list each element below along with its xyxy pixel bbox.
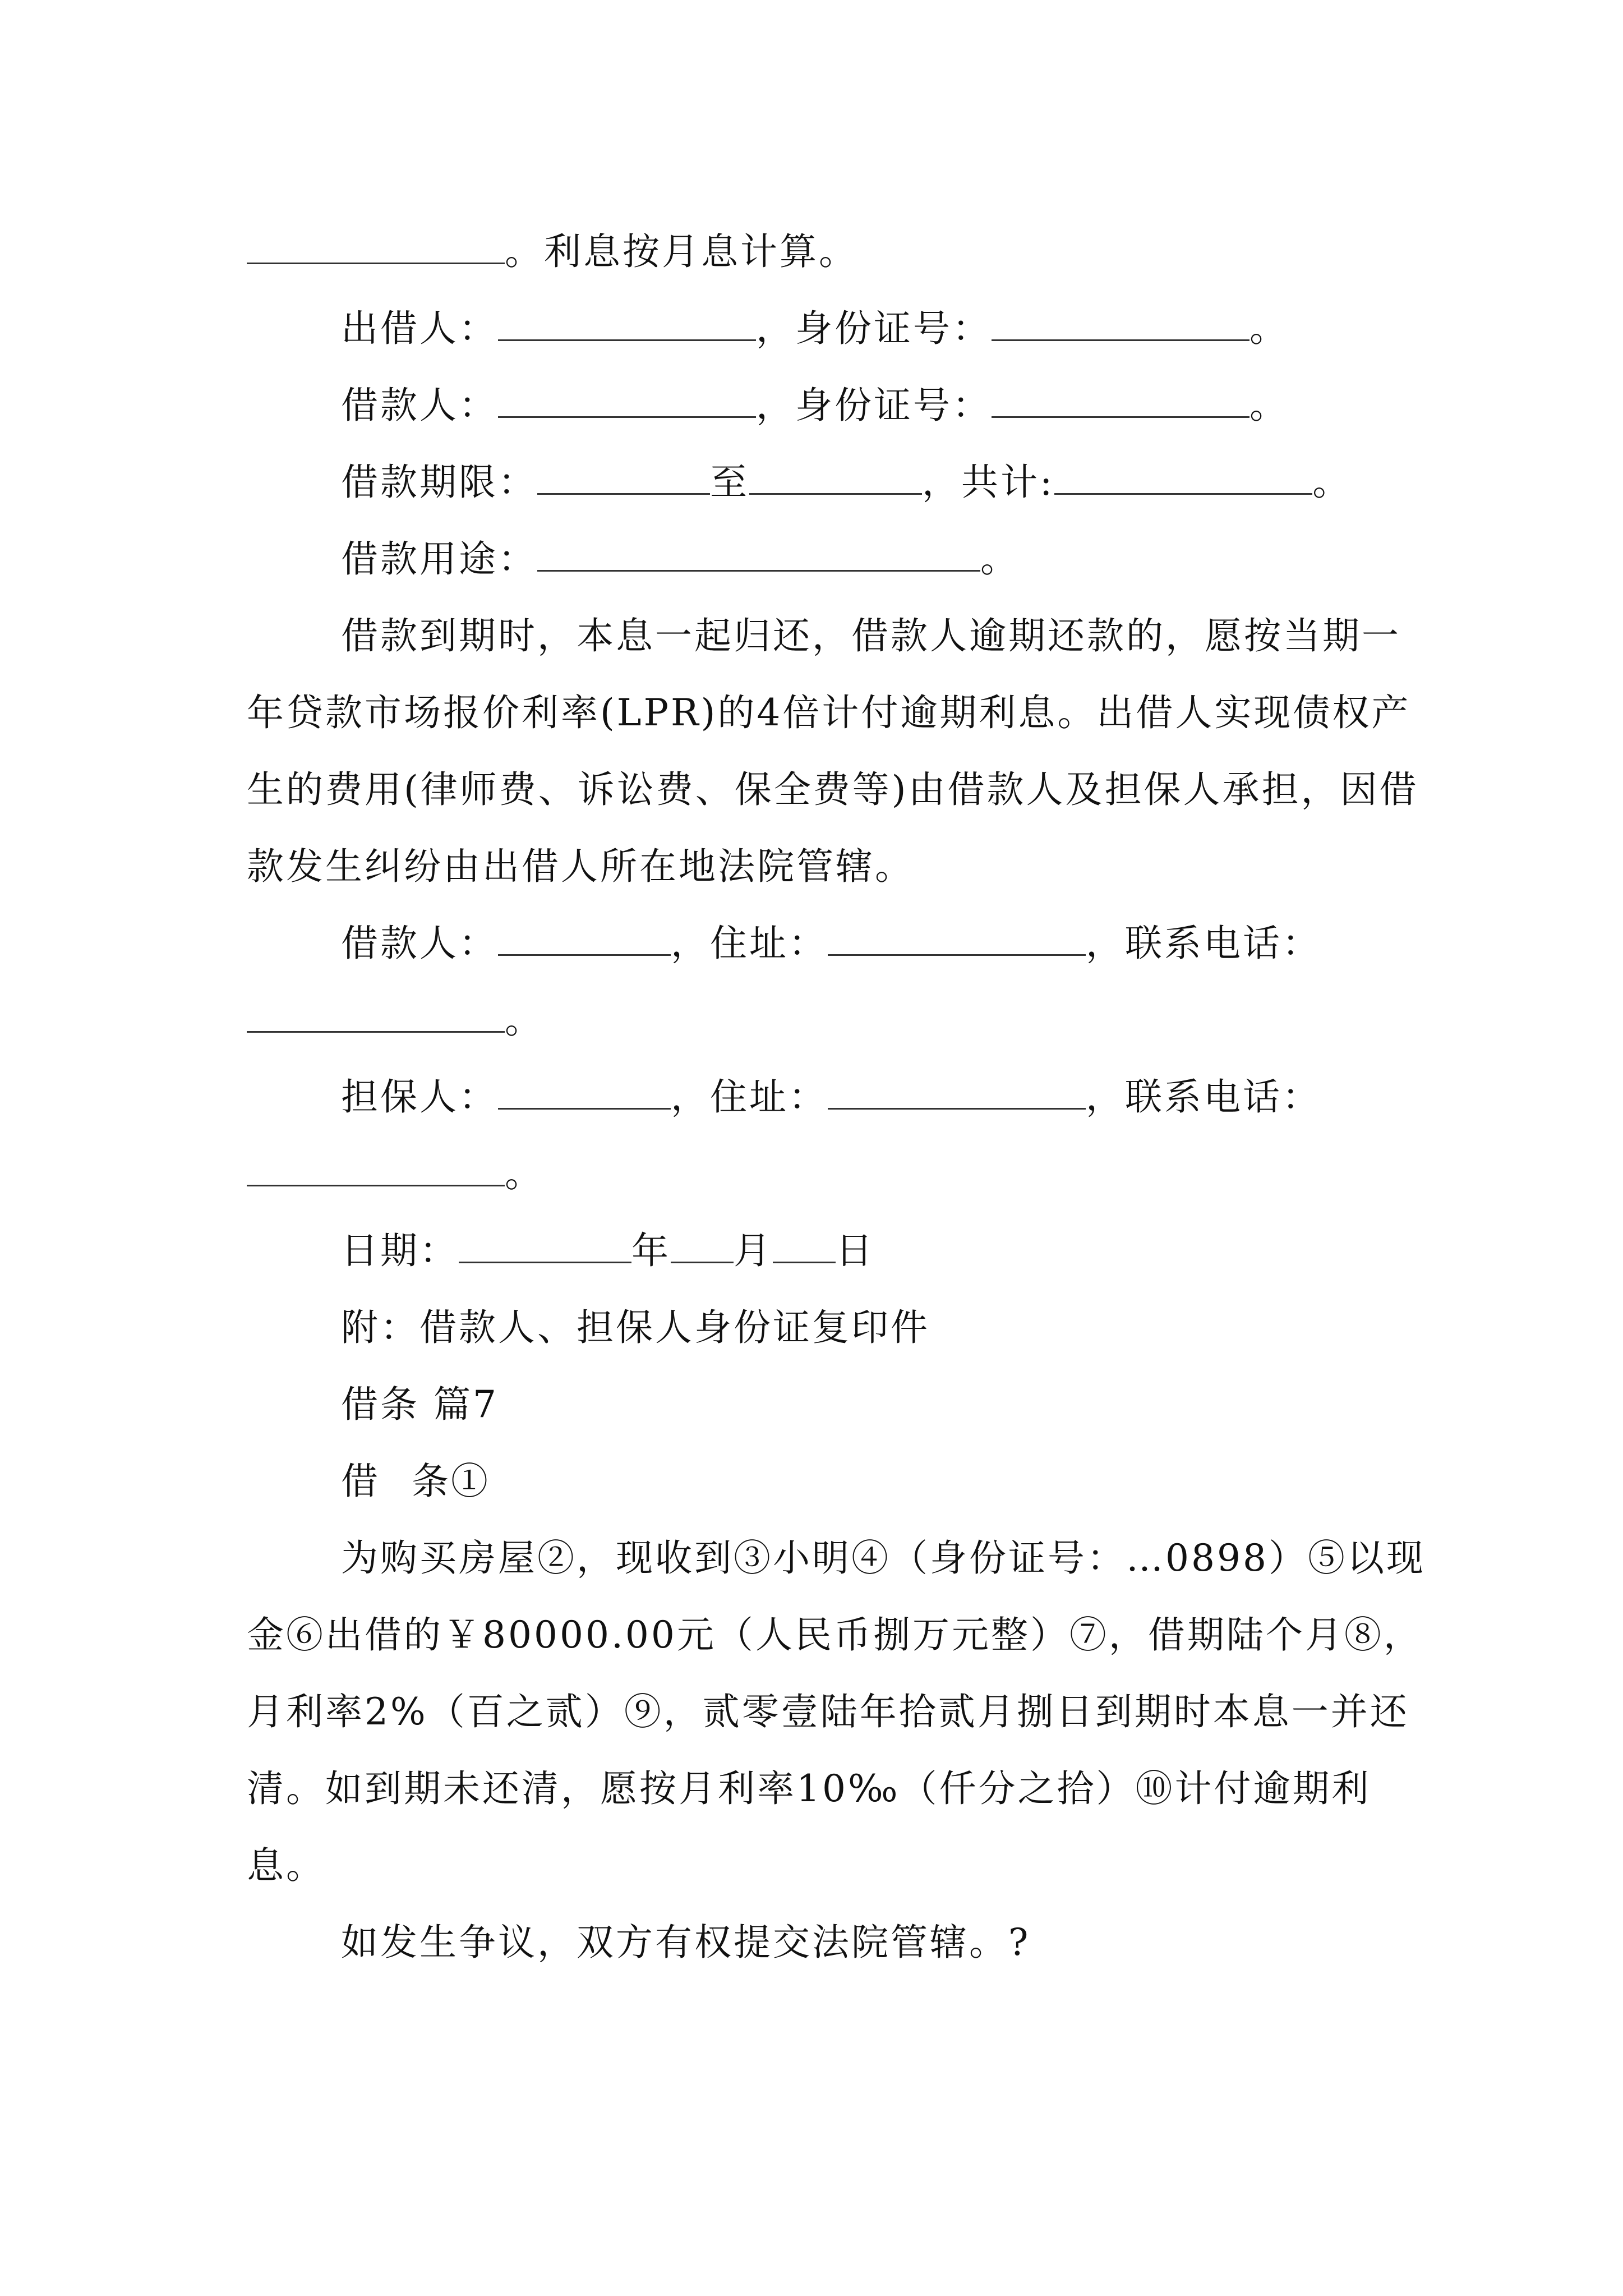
term-line — [247, 444, 1436, 521]
borrower-phone-blank — [247, 999, 505, 1033]
borrower-contact-line — [247, 905, 1436, 1059]
day-blank — [773, 1229, 836, 1263]
date-line — [247, 1212, 1436, 1289]
term-label: 借款期限： — [341, 461, 537, 504]
purpose-blank — [537, 537, 980, 572]
month-label: 月 — [734, 1229, 773, 1272]
term-total-blank — [1054, 461, 1312, 495]
lender-name-blank — [498, 307, 756, 341]
iou-title-char1: 借 — [341, 1460, 380, 1503]
iou-body: 为购买房屋②，现收到③小明④（身份证号：…0898）⑤以现金⑥出借的￥80000.00元（人民币捌万元整）⑦，借期陆个月⑧，月利率2%（百之贰）⑨，贰零壹陆年拾贰月捌日到期时本息一并还清。如到期未还清，愿按月利率10‰（仟分之拾）⑩计付逾期利息。 — [247, 1536, 1426, 1887]
guarantor-contact-end: 。 — [505, 1152, 544, 1195]
purpose-end: 。 — [980, 537, 1020, 581]
guarantor-phone-blank — [247, 1152, 505, 1186]
document-content — [247, 213, 1436, 1981]
year-blank — [459, 1229, 631, 1263]
date-label: 日期： — [341, 1229, 459, 1272]
attachment-note: 附：借款人、担保人身份证复印件 — [341, 1306, 930, 1349]
guarantor-phone-label: ，联系电话： — [1086, 1075, 1321, 1119]
borrower-id-blank — [992, 384, 1249, 418]
term-start-blank — [537, 461, 710, 495]
lender-end: 。 — [1249, 307, 1289, 350]
borrower-end: 。 — [1249, 384, 1289, 427]
borrower-line — [247, 367, 1436, 444]
guarantor-label: 担保人： — [341, 1075, 498, 1119]
dispute-clause: 如发生争议，双方有权提交法院管辖。? — [341, 1921, 1031, 1964]
lender-id-label: ，身份证号： — [756, 307, 992, 350]
borrower-phone-label: ，联系电话： — [1086, 922, 1321, 965]
guarantor-address-label: ，住址： — [671, 1075, 828, 1119]
borrower-contact-name-blank — [498, 922, 671, 956]
term-to: 至 — [710, 461, 749, 504]
lender-line — [247, 290, 1436, 367]
borrower-name-blank — [498, 384, 756, 418]
year-label: 年 — [631, 1229, 671, 1272]
term-total-label: ，共计: — [922, 461, 1055, 504]
month-blank — [671, 1229, 734, 1263]
purpose-label: 借款用途： — [341, 537, 537, 581]
interest-line — [247, 213, 1436, 290]
borrower-address-label: ，住址： — [671, 922, 828, 965]
guarantor-address-blank — [828, 1075, 1086, 1110]
borrower-contact-label: 借款人： — [341, 922, 498, 965]
term-end: 。 — [1312, 461, 1352, 504]
borrower-contact-end: 。 — [505, 999, 544, 1042]
blank-field — [247, 230, 505, 264]
lender-label: 出借人： — [341, 307, 498, 350]
iou-title — [247, 1443, 1436, 1520]
lender-id-blank — [992, 307, 1249, 341]
term-end-blank — [749, 461, 922, 495]
interest-text: 。利息按月息计算。 — [505, 230, 858, 273]
guarantor-name-blank — [498, 1075, 671, 1110]
borrower-label: 借款人： — [341, 384, 498, 427]
section-heading: 借条 篇7 — [341, 1383, 499, 1426]
terms-paragraph: 借款到期时，本息一起归还，借款人逾期还款的，愿按当期一年贷款市场报价利率(LPR)的4倍计付逾期利息。出借人实现债权产生的费用(律师费、诉讼费、保全费等)由借款人及担保人承担，因借款发生纠纷由出借人所在地法院管辖。 — [247, 614, 1419, 888]
borrower-id-label: ，身份证号： — [756, 384, 992, 427]
guarantor-contact-line — [247, 1059, 1436, 1212]
day-label: 日 — [836, 1229, 875, 1272]
borrower-address-blank — [828, 922, 1086, 956]
iou-title-char2: 条① — [412, 1460, 490, 1503]
purpose-line — [247, 521, 1436, 597]
